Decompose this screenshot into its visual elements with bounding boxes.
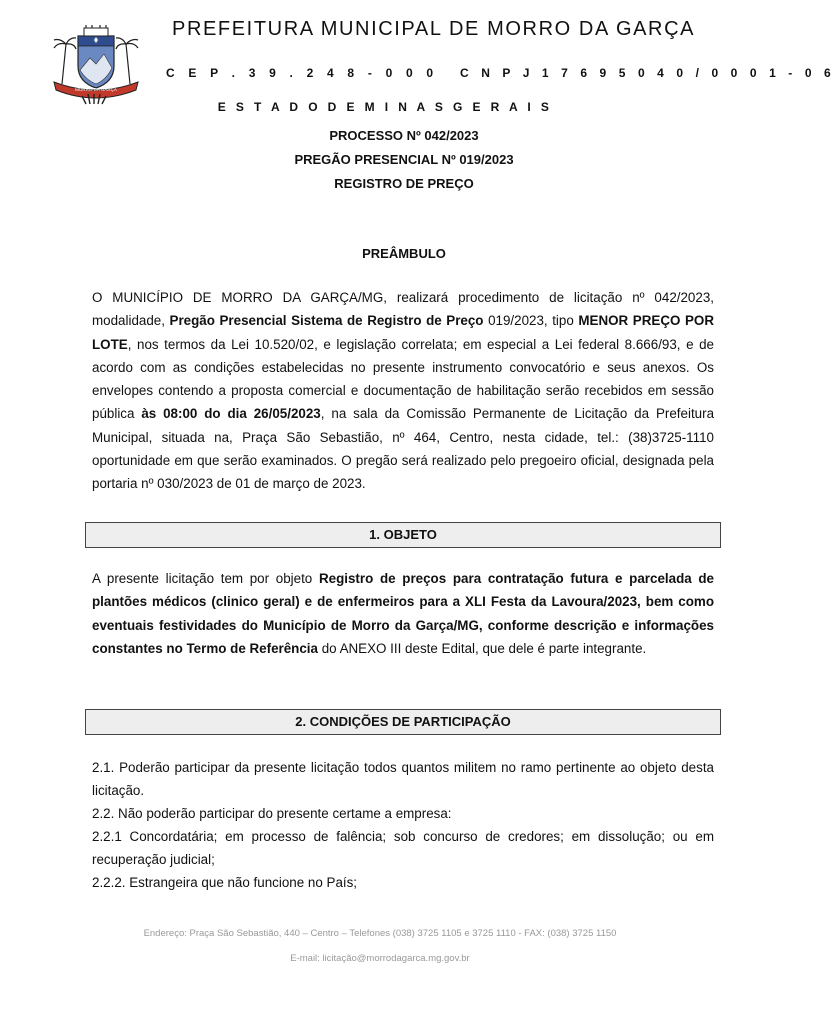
item-2-2-2: 2.2.2. Estrangeira que não funcione no País; [92,875,358,890]
item-2-2: 2.2. Não poderão participar do presente certame a empresa: [92,806,452,821]
process-number: PROCESSO Nº 042/2023 [329,128,479,143]
preambulo-paragraph: O MUNICÍPIO DE MORRO DA GARÇA/MG, realizará procedimento de licitação nº 042/2023, modalidade, Pregão Presencial Sistema de Registro de Preço 019/2023, tipo MENOR PREÇO POR LOTE, nos termos da Lei 10.520/02, e legislação correlata; em especial a Lei federal 8.666/93, e de acordo com as condições estabelecidas no presente instrumento convocatório e seus anexos. Os envelopes contendo a proposta comercial e documentação de habilitação serão recebidos em sessão pública às 08:00 do dia 26/05/2023, na sala da Comissão Permanente de Licitação da Prefeitura Municipal, situada na, Praça São Sebastião, nº 464, Centro, nesta cidade, tel.: (38)3725-1110 oportunidade em que serão examinados. O pregão será realizado pelo pregoeiro oficial, designada pela portaria nº 030/2023 de 01 de março de 2023. [92,290,715,492]
municipal-crest-logo [50,24,142,104]
registro-preco-label: REGISTRO DE PREÇO [334,176,474,191]
footer-address: Endereço: Praça São Sebastião, 440 – Centro – Telefones (038) 3725 1105 e 3725 1110 - FAX: (038) 3725 1150 [143,928,617,939]
pregao-number: PREGÃO PRESENCIAL Nº 019/2023 [294,152,514,167]
header-cnpj: C N P J 1 7 6 9 5 0 4 0 / 0 0 0 1 - 0 6 [460,66,835,80]
footer-email: E-mail: licitação@morrodagarca.mg.gov.br [290,953,470,964]
objeto-paragraph: A presente licitação tem por objeto Registro de preços para contratação futura e parcelada de plantões médicos (clinico geral) e de enfermeiros para a XLI Festa da Lavoura/2023, bem como eventuais festividades do Município de Morro da Garça/MG, conforme descrição e informações constantes no Termo de Referência do ANEXO III deste Edital, que dele é parte integrante. [92,571,715,656]
item-2-2-1: 2.2.1 Concordatária; em processo de falência; sob concurso de credores; em dissolução; ou em recuperação judicial; [92,829,714,868]
preambulo-heading: PREÂMBULO [362,246,446,261]
header-estado: E S T A D O D E M I N A S G E R A I S [217,100,553,114]
section-condicoes-heading: 2. CONDIÇÕES DE PARTICIPAÇÃO [85,709,721,735]
crest-ribbon-text: MORRO DA GARÇA [75,87,117,92]
item-2-1: 2.1. Poderão participar da presente licitação todos quantos militem no ramo pertinente ao objeto desta licitação. [92,760,714,799]
section-objeto-heading: 1. OBJETO [85,522,721,548]
header-cep: C E P . 3 9 . 2 4 8 - 0 0 0 [166,66,439,80]
header-title: PREFEITURA MUNICIPAL DE MORRO DA GARÇA [172,18,696,40]
